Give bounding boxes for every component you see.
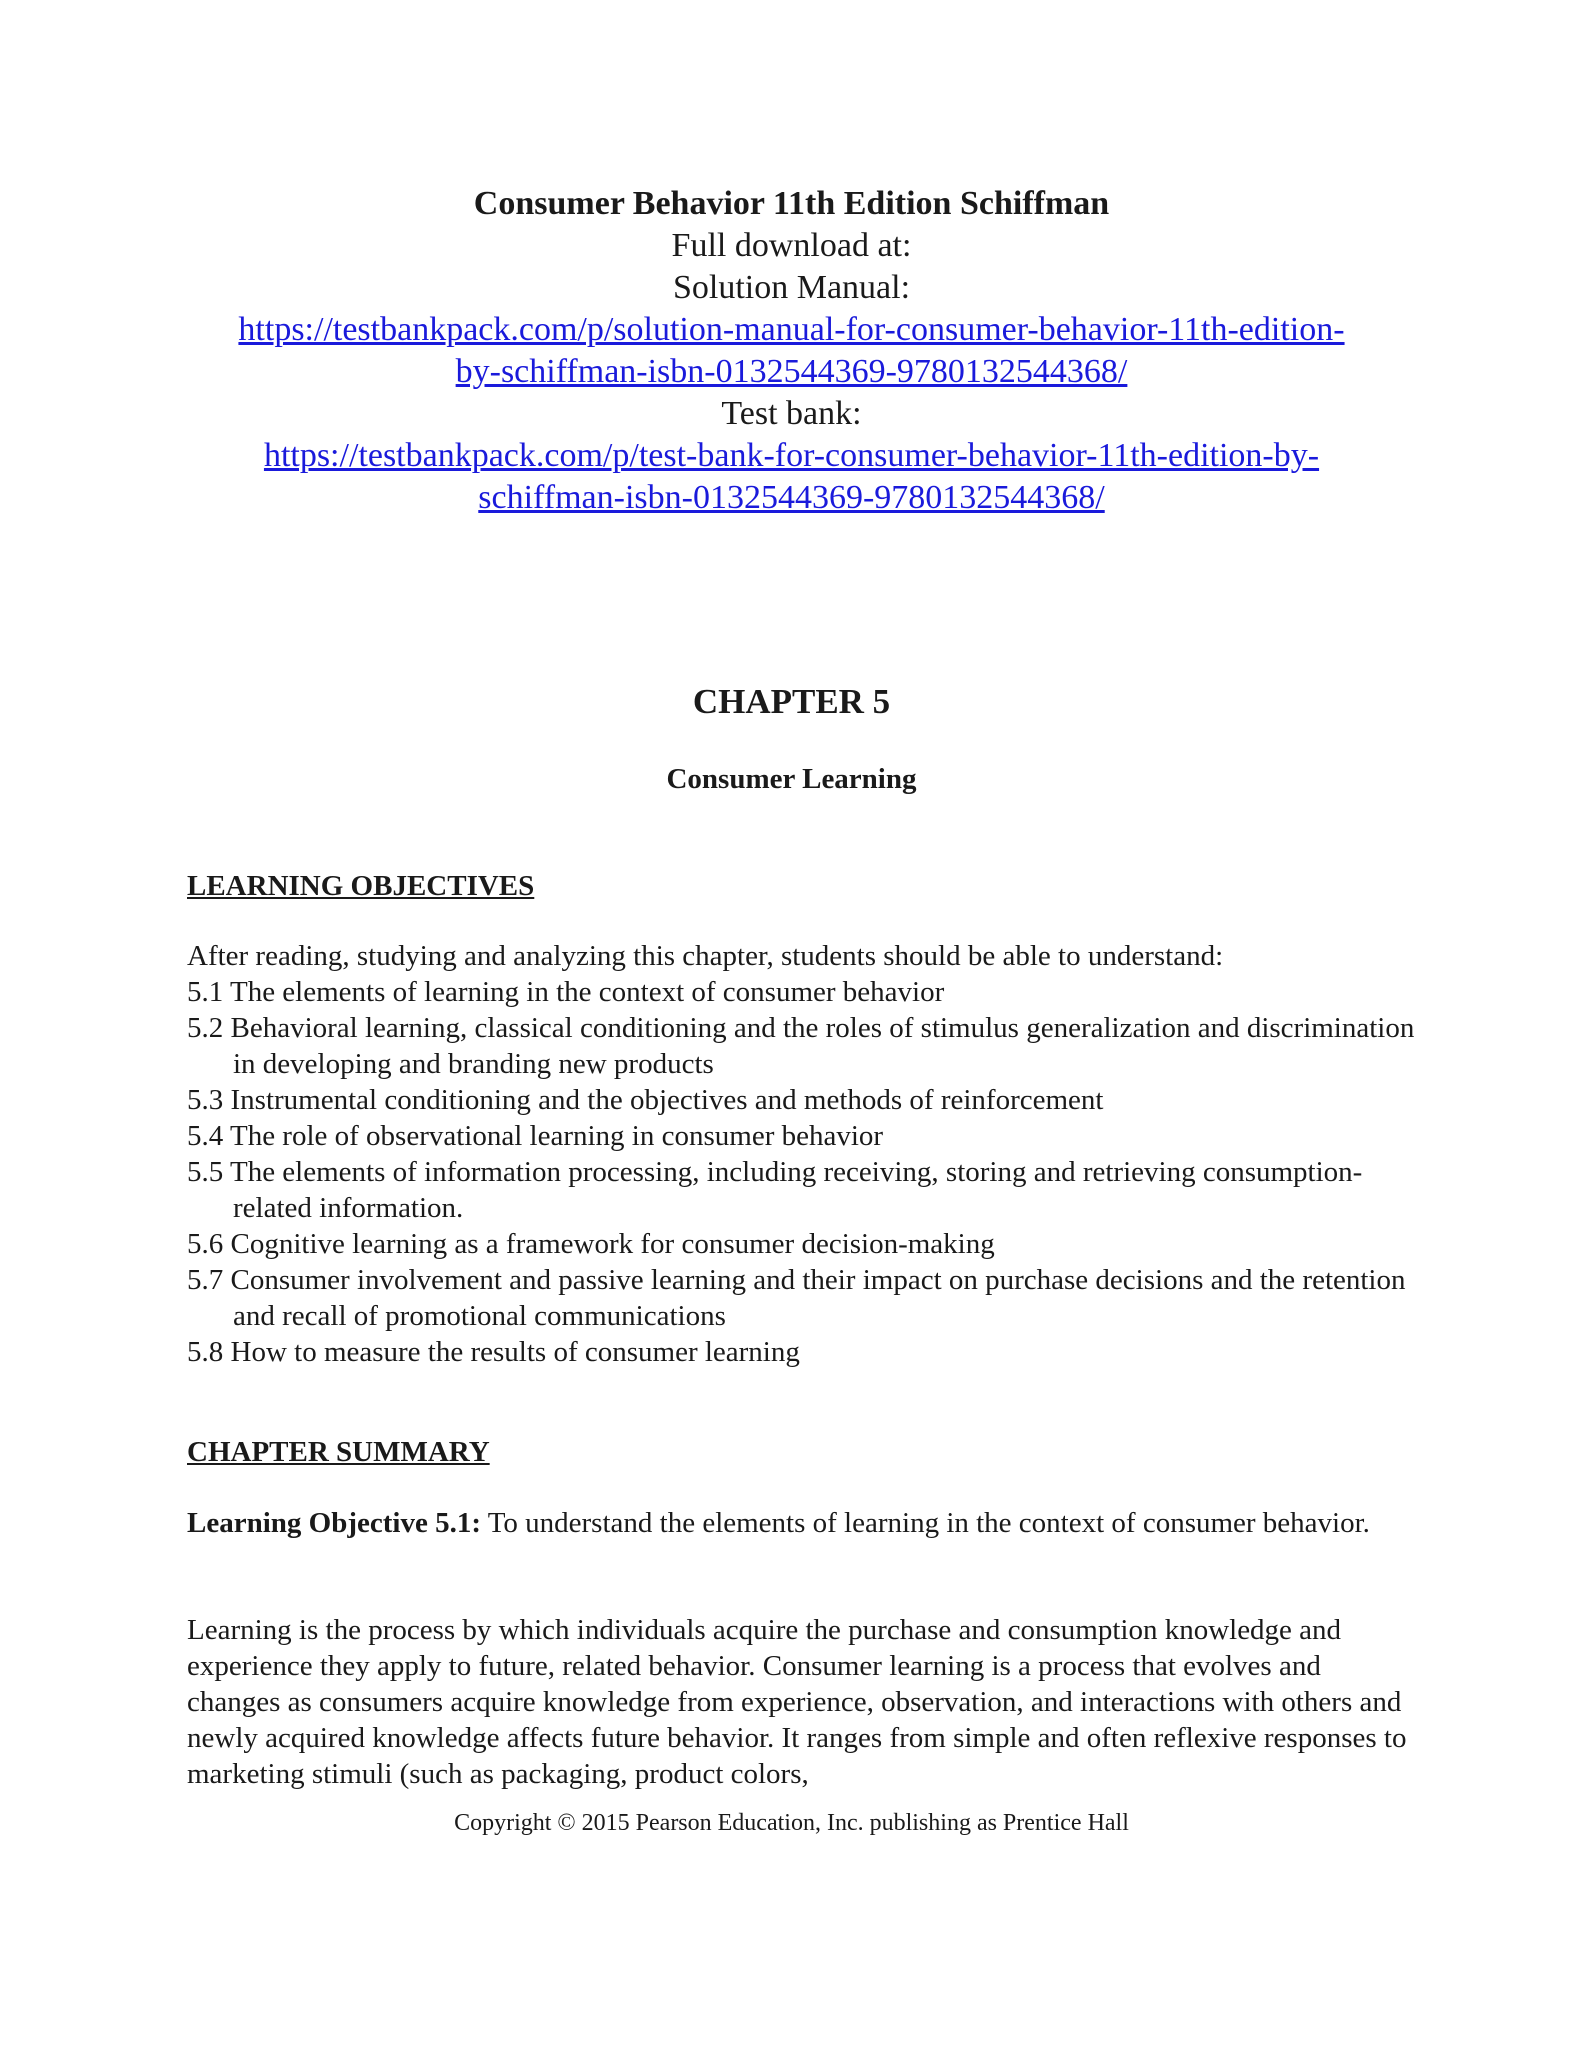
solution-manual-label: Solution Manual: xyxy=(672,269,911,306)
learning-objectives-body xyxy=(187,938,1417,1370)
learning-objectives-heading: LEARNING OBJECTIVES xyxy=(187,870,535,902)
test-bank-url-line2[interactable]: schiffman-isbn-0132544369-9780132544368/ xyxy=(478,479,1105,516)
copyright-footer: Copyright © 2015 Pearson Education, Inc. publishing as Prentice Hall xyxy=(454,1810,1129,1836)
learning-objective-5-1 xyxy=(187,1505,1417,1541)
download-header xyxy=(0,183,1583,519)
chapter-number: CHAPTER 5 xyxy=(692,682,891,721)
solution-manual-url-line1[interactable]: https://testbankpack.com/p/solution-manual-for-consumer-behavior-11th-edition- xyxy=(238,311,1345,348)
solution-manual-url-line2[interactable]: by-schiffman-isbn-0132544369-9780132544368/ xyxy=(455,353,1128,390)
list-item: 5.2 Behavioral learning, classical conditioning and the roles of stimulus generalization and discrimination in developing and branding new products xyxy=(187,1012,1415,1080)
objectives-intro: After reading, studying and analyzing this chapter, students should be able to understand: xyxy=(187,940,1224,972)
list-item: 5.7 Consumer involvement and passive learning and their impact on purchase decisions and the retention and recall of promotional communications xyxy=(187,1264,1406,1332)
list-item: 5.8 How to measure the results of consumer learning xyxy=(187,1336,800,1368)
summary-paragraph: Learning is the process by which individuals acquire the purchase and consumption knowledge and experience they apply to future, related behavior. Consumer learning is a process that evolves and changes as consumers acquire knowledge from experience, observation, and interactions with others and newly acquired knowledge affects future behavior. It ranges from simple and often reflexive responses to marketing stimuli (such as packaging, product colors, xyxy=(187,1614,1407,1790)
chapter-title: Consumer Learning xyxy=(666,763,917,795)
full-download-label: Full download at: xyxy=(671,227,912,264)
solution-manual-link[interactable] xyxy=(0,309,1583,393)
book-title: Consumer Behavior 11th Edition Schiffman xyxy=(473,185,1110,222)
learning-objective-label: Learning Objective 5.1: xyxy=(187,1507,481,1539)
list-item: 5.6 Cognitive learning as a framework for consumer decision-making xyxy=(187,1228,995,1260)
list-item: 5.3 Instrumental conditioning and the objectives and methods of reinforcement xyxy=(187,1084,1104,1116)
test-bank-link[interactable] xyxy=(0,435,1583,519)
learning-objective-text: To understand the elements of learning in the context of consumer behavior. xyxy=(480,1507,1370,1539)
list-item: 5.1 The elements of learning in the context of consumer behavior xyxy=(187,976,945,1008)
test-bank-url-line1[interactable]: https://testbankpack.com/p/test-bank-for-consumer-behavior-11th-edition-by- xyxy=(263,437,1320,474)
list-item: 5.5 The elements of information processing, including receiving, storing and retrieving consumption-related information. xyxy=(187,1156,1363,1224)
list-item: 5.4 The role of observational learning in consumer behavior xyxy=(187,1120,884,1152)
chapter-summary-heading: CHAPTER SUMMARY xyxy=(187,1436,490,1468)
test-bank-label: Test bank: xyxy=(721,395,862,432)
objectives-list xyxy=(187,974,1417,1370)
